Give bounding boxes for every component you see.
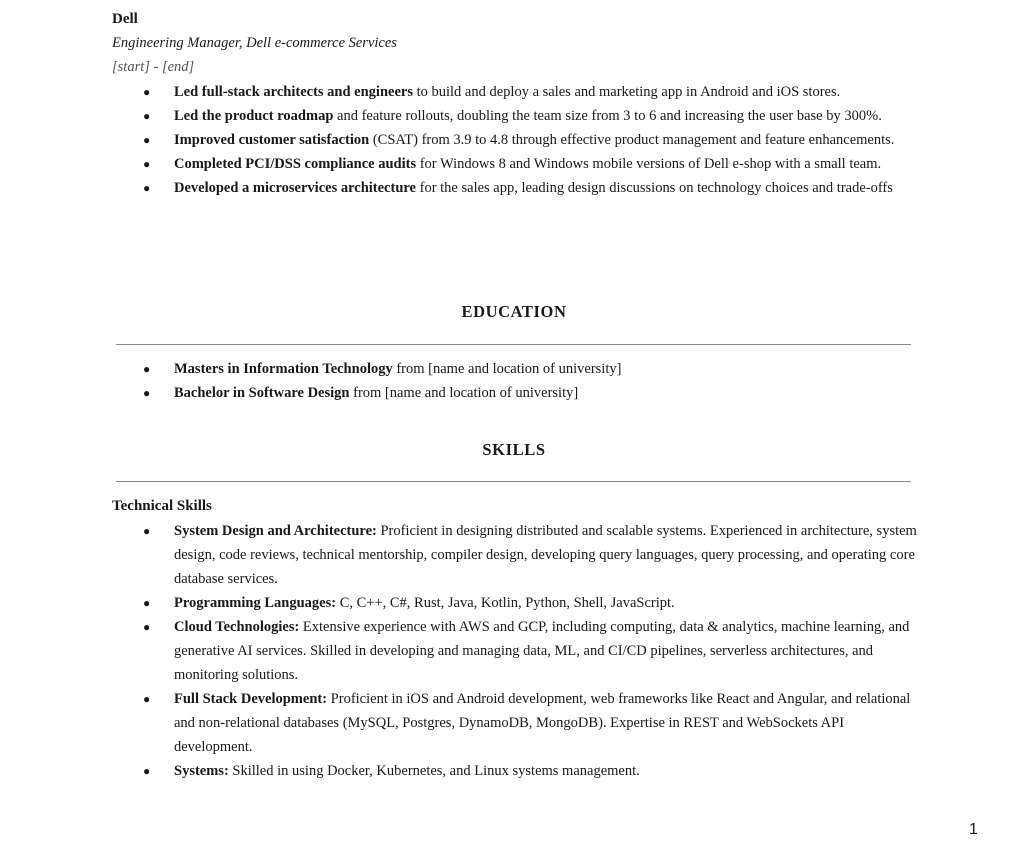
- skill-detail: Extensive experience with AWS and GCP, including computing, data & analytics, machine learning, and generative AI services. Skilled in developing and managing data, ML, and CI/CD pipelines, serverless architectures, and monitoring solutions.: [174, 619, 910, 683]
- list-item: [0, 104, 1036, 128]
- list-item: [0, 687, 1036, 759]
- skills-heading: SKILLS: [482, 440, 546, 459]
- degree-detail: from [name and location of university]: [349, 385, 579, 401]
- bullet-icon: ●: [143, 157, 151, 171]
- list-item: [0, 519, 1036, 591]
- bullet-text: for Windows 8 and Windows mobile versions of Dell e-shop with a small team.: [416, 156, 882, 172]
- list-item: [0, 152, 1036, 176]
- bullet-icon: ●: [143, 620, 151, 634]
- bullet-text: (CSAT) from 3.9 to 4.8 through effective product management and feature enhancements.: [369, 132, 895, 148]
- skill-category: Programming Languages:: [174, 595, 337, 611]
- bullet-icon: ●: [143, 596, 151, 610]
- bullet-text: for the sales app, leading design discussions on technology choices and trade-offs: [416, 180, 893, 196]
- bullet-bold-text: Led full-stack architects and engineers: [174, 84, 413, 100]
- list-item: [0, 80, 1036, 104]
- bullet-icon: ●: [143, 362, 151, 376]
- employment-dates: [start] - [end]: [112, 59, 195, 75]
- skill-category: System Design and Architecture:: [174, 523, 377, 539]
- bullet-icon: ●: [143, 181, 151, 195]
- bullet-icon: ●: [143, 524, 151, 538]
- skill-detail: Proficient in designing distributed and scalable systems. Experienced in architecture, system design, code reviews, technical mentorship, compiler design, developing query languages, query processing, and operating core database services.: [174, 523, 917, 587]
- skill-category: Cloud Technologies:: [174, 619, 300, 635]
- education-list: [0, 357, 1036, 405]
- list-item: [0, 615, 1036, 687]
- job-title: Engineering Manager, Dell e-commerce Services: [112, 35, 397, 51]
- technical-skills-subheading: Technical Skills: [112, 498, 212, 514]
- skill-detail: C, C++, C#, Rust, Java, Kotlin, Python, Shell, JavaScript.: [336, 595, 675, 611]
- list-item: [0, 381, 1036, 405]
- skills-divider: [116, 481, 911, 482]
- education-divider: [116, 344, 911, 345]
- skill-detail: Proficient in iOS and Android development, web frameworks like React and Angular, and relational and non-relational databases (MySQL, Postgres, DynamoDB, MongoDB). Expertise in REST and WebSockets API development.: [174, 691, 911, 755]
- list-item: [0, 128, 1036, 152]
- list-item: [0, 591, 1036, 615]
- company-name: Dell: [112, 11, 138, 27]
- bullet-icon: ●: [143, 764, 151, 778]
- degree-name: Masters in Information Technology: [174, 361, 393, 377]
- list-item: [0, 176, 1036, 200]
- degree-name: Bachelor in Software Design: [174, 385, 350, 401]
- bullet-bold-text: Led the product roadmap: [174, 108, 334, 124]
- experience-bullet-list: [0, 80, 1036, 200]
- bullet-icon: ●: [143, 85, 151, 99]
- page-number: 1: [969, 821, 978, 838]
- degree-detail: from [name and location of university]: [392, 361, 622, 377]
- bullet-text: to build and deploy a sales and marketing app in Android and iOS stores.: [412, 84, 841, 100]
- bullet-bold-text: Improved customer satisfaction: [174, 132, 370, 148]
- education-heading: EDUCATION: [461, 302, 567, 321]
- list-item: [0, 759, 1036, 783]
- skill-category: Systems:: [174, 763, 229, 779]
- skill-category: Full Stack Development:: [174, 691, 328, 707]
- skill-detail: Skilled in using Docker, Kubernetes, and Linux systems management.: [228, 763, 640, 779]
- bullet-bold-text: Completed PCI/DSS compliance audits: [174, 156, 417, 172]
- skills-list: [0, 519, 1036, 783]
- bullet-bold-text: Developed a microservices architecture: [174, 180, 416, 196]
- bullet-icon: ●: [143, 692, 151, 706]
- bullet-icon: ●: [143, 386, 151, 400]
- list-item: [0, 357, 1036, 381]
- bullet-text: and feature rollouts, doubling the team size from 3 to 6 and increasing the user base by 300%.: [333, 108, 882, 124]
- bullet-icon: ●: [143, 133, 151, 147]
- bullet-icon: ●: [143, 109, 151, 123]
